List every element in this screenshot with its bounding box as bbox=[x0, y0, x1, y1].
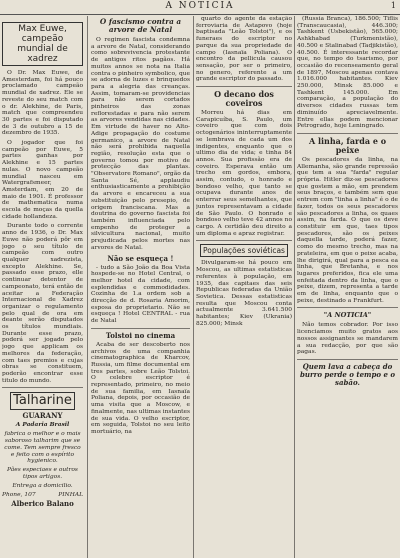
ad-line: A Padaria Brasil bbox=[15, 421, 70, 429]
article-paragraph: Divulgaram-se há pouco em Moscou, as ultimas estatisticas referentes à população, em 1935, das capitaes das seis Republicas federadas da União Sovietica. Dessas estatisticas resulta que Moscou conta actualmente 3.641.500 habitantes; Kiev (Ukrania) 825.000; Minsk bbox=[196, 260, 292, 327]
ad-line: Pães especiaes e outros tipos artigos. bbox=[7, 467, 78, 480]
column-rule bbox=[294, 16, 295, 558]
column-rule bbox=[193, 16, 194, 558]
article-paragraph: Acaba de ser descoberto nos archivos de uma companhia cinematographica de Kharcov, Russia, um filme documental em tres partes, sobre Leão Tolstoi. O celebre escriptor é representado, primeiro, no meio de sua familia, em Iasnaïa Poliana, depois, por occasião de uma visita que a Moscow, e finalmente, nas ultimas instantes de sua vida. O velho escriptor, em seguida, Tolstoi no seu leito mortuário, na bbox=[91, 341, 190, 435]
newspaper-title: A NOTICIA bbox=[165, 1, 235, 11]
headline-a-noticia: "A NOTICIA" bbox=[323, 311, 372, 320]
divider bbox=[2, 387, 83, 388]
page-number: 1 bbox=[390, 1, 396, 10]
headline-tolstoi: Tolstoi no cinema bbox=[105, 330, 176, 340]
masthead bbox=[0, 0, 400, 15]
proverb: Quem lava a cabeça do burro perde o tempo e o sabão. bbox=[299, 361, 396, 387]
ad-line: fabrica o melhor e o mais saboroso talharim que se come. Tem sempre fresco e feito com o espírito hygienico. bbox=[4, 431, 81, 465]
headline-decano-coveiros: O decano dos coveiros bbox=[214, 89, 274, 109]
headline-linha-farda-peixe: A linha, farda e o peixe bbox=[308, 135, 387, 155]
article-paragraph: O Dr. Max Euwe, de Amesterdam, foi há pouco proclamado campeão mundial de xadrez. Ele se reveste do seu match com o dr. Alekhine, de Paris, match que compreendeu 30 partes e foi disputado de 3 de outubro a 15 de dezembro de 1935. bbox=[2, 70, 83, 137]
ad-phone: Phone, 107 bbox=[2, 491, 36, 498]
divider bbox=[297, 133, 398, 134]
divider bbox=[196, 86, 292, 87]
hotel-notice: - tudo a São João da Boa Vista hospede-se no Hotel Central, o melhor hotel da cidade, com esplendidas e commodidades. Cozinha de 1.a ordem sob a direcção de d. Rosaria Amorim, esposa do proprietario. Não se esqueça ! Hotel CENTRAL - rua de Natal bbox=[91, 264, 190, 325]
ad-line: Entrega a domicilio. bbox=[12, 482, 73, 489]
ad-city: PINHAL bbox=[58, 491, 83, 498]
article-paragraph: Não temos cobrador. Por isso licenciamos muito gratos aos nossos assignantes se mandarem a sua redacção, por que são pagas. bbox=[297, 322, 398, 356]
column-4 bbox=[297, 16, 398, 558]
article-paragraph: Morreu há dias em Carapicuíba, S. Paulo, um coveiro que com dois octogenários ininterruptamente se lembrava de cada um dos indigentes, enquanto que o ultimo dia de vida; e tinha 84 annos. Sua profissão era de coveiro. Esperava então um trecho em gordos, embora, assim, contudo, o honrado e bondoso velho, que tanto se ocupava durante anos de enterrar seus semelhantes, que juntos representavam a cidade de São Paulo. O honrado e bondoso velho teve 42 annos no cargo. A certidão deu direito a um diploma e apraz registrar. bbox=[196, 110, 292, 237]
article-paragraph: (Russia Branca), 186.500; Tiflis (Transcaucasia), 446.300; Tashkent (Usbekistão), 565.000; Ashkhabad (Turkmenistão), 40.500 e Stalinabad (Tadjikistão), 40.500. É interessante recordar que, no tempo do tsarismo, por occasião do recenseamento geral de 1897, Moscou apenas contava 1.016.000 habitantes. Kiev 250.000, Minsk 85.000 e Tashkent 145.000. Em comparação, a população do diversos cidades russas tem diminuído apreciavelmente. Entre ellas podem mencionar Petrogrado, hoje Leningrado. bbox=[297, 16, 398, 130]
section-head-nao-se-esqueca: Não se esqueça ! bbox=[107, 253, 174, 263]
ad-signature: Alberico Balano bbox=[11, 499, 74, 509]
column-1 bbox=[2, 16, 83, 558]
headline-populacoes: Populações soviéticas bbox=[200, 244, 288, 257]
article-paragraph: O jogador que foi campeão por Euwe, 5 partes ganhas por Alekhine e 15 partes nulas. O novo campeão mundial nasceu em Watergrafsmeer, Amsterdam, em 20 de maio de 1901. É professor de mathematica numa escola de moças da quella cidade hollandeza. bbox=[2, 140, 83, 220]
headline-fascismo: O fascismo contra a arvore de Natal bbox=[99, 17, 182, 34]
column-2 bbox=[91, 16, 190, 558]
divider bbox=[297, 307, 398, 308]
column-3 bbox=[196, 16, 292, 558]
ad-headline-talharine: Talharine bbox=[10, 392, 75, 410]
divider bbox=[196, 240, 292, 241]
column-rule bbox=[87, 16, 88, 558]
ad-brand: GUARANY bbox=[22, 411, 63, 421]
headline-max-euwe: Max Euwe, campeão mundial de xadrez bbox=[2, 22, 83, 66]
article-paragraph: quarto do agente da estação ferroviaria de Astapovo (hoje baptisada "Leão Tolstoi"), e os funeraes do escriptor no parque da sua propriedade de campo (Iasnaïa Poliana). O encontro da pellicula causou sensação, por ser o primeiro, no genero, referente a um grande escriptor do passado. bbox=[196, 16, 292, 83]
article-paragraph: Durante todo o corrente anno de 1936, o Dr. Max Euwe não poderá pôr em jogo o seu título de campeão com outro qualquer xadrezista, excepto Alekhine. Se, passado esse prazo, elle continuar detentor de campeonato, terá então de aceitar a Federação Internacional de Xadrez organizar o regulamento pelo qual de ora em deante serão disputados os títulos mundiais. Durante esse prazo, poderá ser jogado pelo jogo que applicam os melhores da federação, com taes premios e cujas obras se constituem, poderão encontrar esse titulo do mundo. bbox=[2, 223, 83, 384]
divider bbox=[297, 359, 398, 360]
article-paragraph: Os pescadores da linha, na Allemanha, são grande repressão que tem a sua "farda" regular própria. Hitler diz-se pescadores que gostem a mão, em prendem seus braços, e também sem que entrem com "linha a linha" é o de fazer, todos os seus pescadores são pescadores a linha, os quaes assim, na farda. O que os deve constituir em que, taes tipos pescadores, são os peixes daquella tarde, poderá fazer, como do mesmo trecho, mas na prateleira, em que o peixe acaba, lhe dirigirá, qual para a pesca ea linha, que Bretanha, e nos lugares preferidos, fica ele uma enfeitada dentro da linha, que o peixe, dizem, representa a tarde em de linha, enquanto que o peixe, destinado a Frankfurt. bbox=[297, 156, 398, 304]
divider bbox=[91, 328, 190, 329]
article-paragraph: O regimen fascista condemna a arvore de Natal, considerando como sobrevivencia protestante de antigos ritos pagãos. Há muitos annos se nota na Italia contra o pinheiro symbolico, que se adorna de luzes e brinquedos para a alegria das creanças. Assim, tomaram-se providencias para não serem cortados pinheiros das zonas reflorestadas e para não serem as arvores vendidas nas cidades. Em virtude de haver no Alto-Adige propagação do costume germanico, a arvore de Natal não será prohibida naquella região, resolução esta que o governo tomou por motivo de protecção das plantas. "Observatore Romano", orgão da Santa Sé, applaudiu enthusiasticamente a prohibição da arvore e encareceu a sua substituição pelo presepio, de origem franciscana. Mas a doutrina do governo fascista foi também influenciada pelo empenho de proteger a silvicultura nacional, muito prejudicada pelos mortes nas arvores de Natal. bbox=[91, 37, 190, 251]
